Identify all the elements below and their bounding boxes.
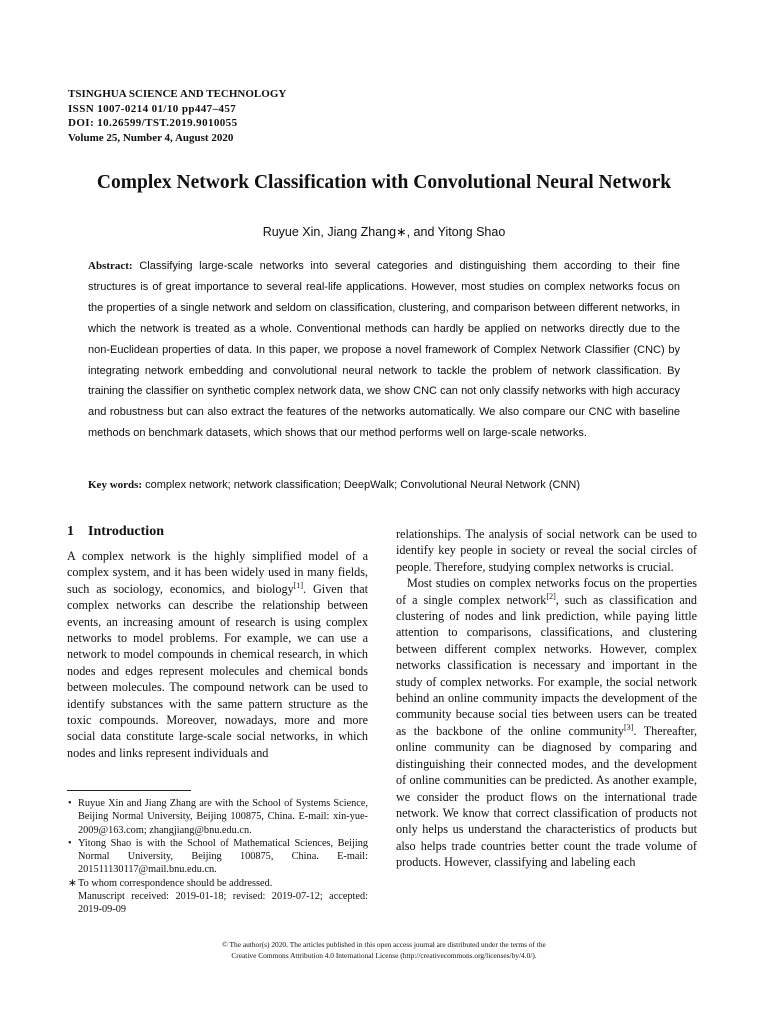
journal-volume: Volume 25, Number 4, August 2020 xyxy=(68,131,234,144)
license-line-1: © The author(s) 2020. The articles published in this open access journal are distributed under the terms of the xyxy=(222,940,546,949)
citation-3[interactable]: [3] xyxy=(624,722,634,732)
section-heading xyxy=(67,524,164,540)
intro-paragraph-1 xyxy=(67,548,368,761)
section-title: Introduction xyxy=(88,524,164,539)
bullet-icon: • xyxy=(68,837,72,849)
abstract xyxy=(88,256,680,444)
left-column xyxy=(67,548,368,761)
footnotes xyxy=(67,797,368,917)
footnote-affiliation-1 xyxy=(67,797,368,837)
keywords xyxy=(88,479,688,491)
journal-header xyxy=(68,87,286,145)
paper-authors: Ruyue Xin, Jiang Zhang∗, and Yitong Shao xyxy=(262,225,506,239)
keywords-label: Key words: xyxy=(88,479,143,491)
intro-text-a: A complex network is the highly simplified model of a complex system, and it has been widely used in many fields, such as sociology, economics, and biology xyxy=(67,549,368,596)
journal-name: TSINGHUA SCIENCE AND TECHNOLOGY xyxy=(68,88,287,100)
right-text-b: , such as classification and clustering of nodes and link prediction, while paying little attention to comparisons, classifications, and clustering between different complex networks. However, complex networks classification is necessary and important in the study of complex networks. For example, the social network behind an online community impacts the development of the community because social ties between users can be treated as the backbone of the online community xyxy=(396,592,697,738)
footnote-divider xyxy=(67,790,191,791)
keywords-text: complex network; network classification; DeepWalk; Convolutional Neural Network (CNN) xyxy=(145,479,581,491)
right-text-c: . Thereafter, online community can be diagnosed by comparing and distinguishing their connected modes, and the development of online communities can be predicted. As another example, we consider the product flows on the international trade network. We know that correct classification of products not only helps us understand the characteristics of products but also helps trade countries better count the trade volume of products. However, classifying and labeling each xyxy=(396,723,697,870)
abstract-label: Abstract: xyxy=(88,260,133,272)
license-notice xyxy=(0,939,768,961)
asterisk-icon: ∗ xyxy=(68,877,77,889)
footnote-affiliation-2 xyxy=(67,837,368,877)
section-number: 1 xyxy=(67,524,74,539)
right-text-a: Most studies on complex networks focus on the properties of a single complex network xyxy=(396,576,697,607)
citation-2[interactable]: [2] xyxy=(546,591,556,601)
journal-doi: DOI: 10.26599/TST.2019.9010055 xyxy=(68,117,238,129)
right-paragraph-2 xyxy=(396,575,697,870)
footnote-text-2: Yitong Shao is with the School of Mathematical Sciences, Beijing Normal University, Beijing 100875, China. E-mail: 201511130117@mail.bnu.edu.cn. xyxy=(78,837,368,876)
manuscript-dates: Manuscript received: 2019-01-18; revised: 2019-07-12; accepted: 2019-09-09 xyxy=(78,891,368,916)
license-line-2[interactable]: Creative Commons Attribution 4.0 International License (http://creativecommons.org/licenses/by/4.0/). xyxy=(231,951,537,960)
bullet-icon: • xyxy=(68,798,72,809)
citation-1[interactable]: [1] xyxy=(293,580,304,590)
footnote-correspondence xyxy=(67,877,368,890)
intro-text-b: . Given that complex networks can describe the relationship between events, an increasing amount of research is using complex networks to model problems. For example, we can use a network to model compounds in chemical research, in which nodes and edges represent molecules and chemical bonds between molecules. The compound network can be used to identify substances with the same pattern structure as the toxic compounds. Moreover, nowadays, more and more social data constitute large-scale social networks, in which nodes and links represent individuals and xyxy=(67,581,368,760)
right-column xyxy=(396,526,697,871)
journal-issn: ISSN 1007-0214 01/10 pp447–457 xyxy=(68,102,237,115)
abstract-text: Classifying large-scale networks into several categories and distinguishing them according to their fine structures is of great importance to several real-life applications. However, most studies on complex networks focus on the properties of a single network and seldom on classification, clustering, and comparison between different networks, in which the network is treated as a whole. Conventional methods can hardly be applied on networks directly due to the non-Euclidean properties of data. In this paper, we propose a novel framework of Complex Network Classifier (CNC) by integrating network embedding and convolutional neural network to tackle the problem of network classification. By training the classifier on synthetic complex network data, we show CNC can not only classify networks with high accuracy and robustness but can also extract the features of the networks automatically. We also compare our CNC with baseline methods on benchmark datasets, which shows that our method performs well on large-scale networks. xyxy=(88,260,681,440)
footnote-text-3: To whom correspondence should be addressed. xyxy=(78,877,273,889)
right-paragraph-1: relationships. The analysis of social network can be used to identify key people in society or reveal the social circles of people. Therefore, studying complex networks is crucial. xyxy=(396,527,697,574)
footnote-text-1: Ruyue Xin and Jiang Zhang are with the School of Systems Science, Beijing Normal University, Beijing 100875, China. E-mail: xin-yue-2009@163.com; zhangjiang@bnu.edu.cn. xyxy=(78,798,368,836)
paper-title: Complex Network Classification with Convolutional Neural Network xyxy=(96,172,672,193)
